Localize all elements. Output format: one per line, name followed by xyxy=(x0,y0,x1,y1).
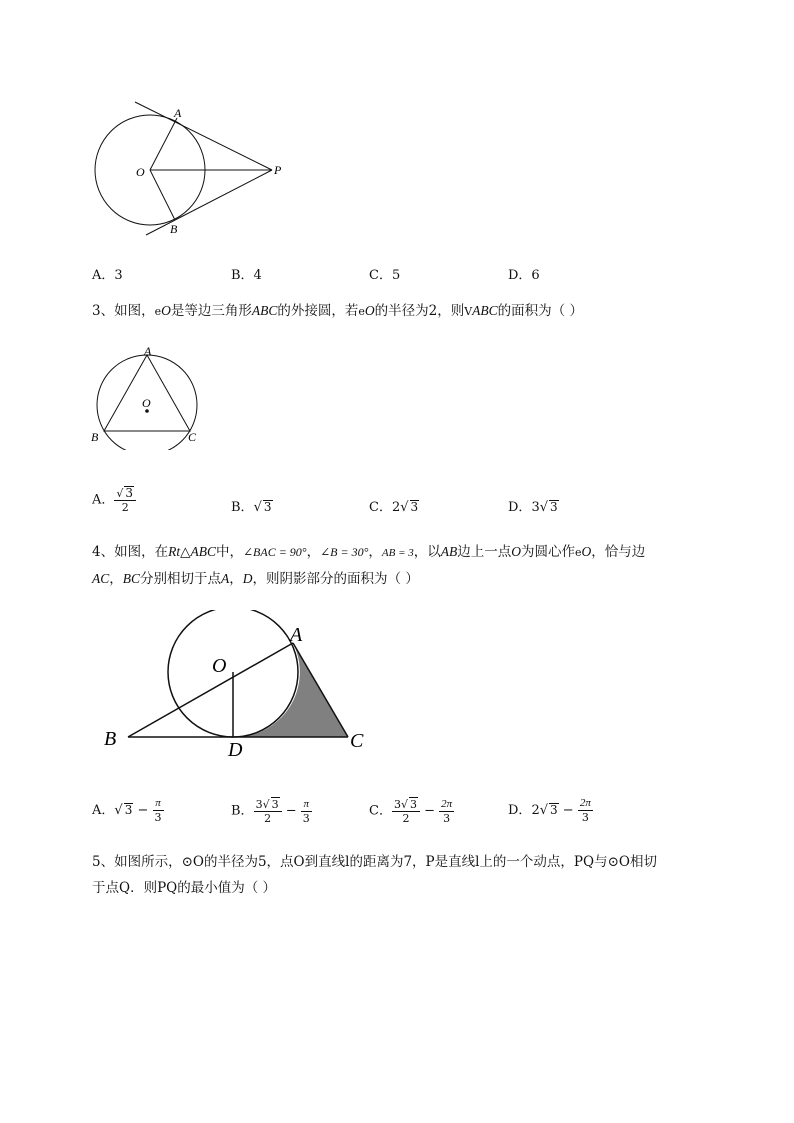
label-c: C xyxy=(188,430,197,444)
q4-ab-side: AB xyxy=(440,544,458,559)
q4-rt-triangle: Rt△ABC xyxy=(168,544,216,559)
q3-circle-symbol: e xyxy=(154,305,162,318)
question-4-stem xyxy=(92,539,742,592)
q2-option-c[interactable]: C．5 xyxy=(369,268,401,283)
q4-option-d-radicand: 3 xyxy=(550,803,558,817)
q4-option-a-fraction: $\frac{\pi}{3}$ xyxy=(154,797,162,824)
q4-option-a-radicand: 3 xyxy=(124,803,133,817)
q4-option-b[interactable]: B． $\frac{3√ 3}{2}$ − $\frac{\pi}{3}$ xyxy=(231,797,310,825)
label-a: A xyxy=(144,345,152,358)
q4-option-a[interactable]: A．√ 3 − $\frac{\pi}{3}$ xyxy=(92,797,162,824)
label-c: C xyxy=(350,730,364,752)
q4-comma-4: ， xyxy=(229,571,243,587)
label-b: B xyxy=(91,430,99,444)
q2-option-a[interactable]: A．3 xyxy=(92,268,123,283)
q3-o: O xyxy=(161,303,171,318)
q4-option-b-prefix: B． xyxy=(231,803,254,819)
q3-option-d-coefficient: 3 xyxy=(531,500,540,515)
q3-option-a-radicand: 3 xyxy=(125,486,134,500)
q4-option-c[interactable]: C． $\frac{3√ 3}{2}$ − $\frac{2\pi}{3}$ xyxy=(369,797,453,825)
q2-option-b[interactable]: B．4 xyxy=(231,268,262,283)
q4-angle-b: ∠B = 30° xyxy=(320,545,369,559)
q4-point-d: D xyxy=(242,571,253,586)
segment-ba xyxy=(128,643,293,737)
figure-right-triangle-circle xyxy=(100,610,380,765)
label-o: O xyxy=(142,396,151,410)
q4-line-1 xyxy=(92,539,742,566)
q4-text-f: ，恰与边 xyxy=(591,544,646,560)
q4-o-2: O xyxy=(581,544,592,559)
tangent-line-pb xyxy=(146,170,272,235)
q2-option-d[interactable]: D．6 xyxy=(508,268,540,283)
q3-option-b[interactable]: B．√ 3 xyxy=(231,500,272,515)
q4-line-2 xyxy=(92,566,742,592)
q3-abc-2: ABC xyxy=(472,303,498,318)
q4-text-c: ，以 xyxy=(413,544,441,560)
q4-text-g: 分别相切于点 xyxy=(140,571,222,587)
label-o: O xyxy=(136,165,145,179)
q4-option-d-prefix: D． xyxy=(508,803,532,818)
q4-comma-1: ， xyxy=(306,544,321,560)
label-d: D xyxy=(228,739,243,761)
q3-circle-symbol-2: e xyxy=(358,305,365,318)
figure-inscribed-triangle xyxy=(88,345,208,450)
q3-option-a[interactable] xyxy=(92,486,136,514)
q3-option-b-radicand: 3 xyxy=(263,500,272,514)
segment-ob xyxy=(150,170,175,220)
q4-option-b-fraction-1: $\frac{3√ 3}{2}$ xyxy=(254,797,282,825)
q3-option-d-prefix: D． xyxy=(508,500,532,515)
q4-option-c-fraction-2: $\frac{2\pi}{3}$ xyxy=(441,797,453,825)
shaded-region xyxy=(233,643,348,737)
q3-option-d-radicand: 3 xyxy=(550,500,558,514)
q3-option-a-denominator: 2 xyxy=(121,501,129,514)
q3-text-2: 是等边三角形 xyxy=(170,303,252,319)
triangle-abc xyxy=(104,355,190,431)
q3-option-b-prefix: B． xyxy=(231,500,254,515)
q4-circle-symbol: e xyxy=(575,546,582,559)
q4-option-c-fraction-1: $\frac{3√ 3}{2}$ xyxy=(392,797,420,825)
q4-text-a: 4、如图，在 xyxy=(92,544,169,560)
label-b: B xyxy=(104,728,117,750)
q4-text-b: 中， xyxy=(215,544,243,560)
q3-o-2: O xyxy=(364,303,375,318)
q3-text-3: 的外接圆，若 xyxy=(277,303,359,319)
q4-text-h: ，则阴影部分的面积为（ ） xyxy=(252,571,419,587)
q3-option-c[interactable]: C．2√ 3 xyxy=(369,500,419,515)
q4-comma-3: ， xyxy=(109,571,123,587)
q3-abc: ABC xyxy=(251,303,278,318)
q4-ac: AC xyxy=(92,571,110,586)
q4-bc: BC xyxy=(122,571,141,586)
q4-point-a: A xyxy=(221,571,230,586)
q4-option-b-fraction-2: $\frac{\pi}{3}$ xyxy=(302,797,310,825)
q4-comma-2: ， xyxy=(368,544,382,560)
label-o: O xyxy=(212,655,227,677)
q4-ab-length: AB = 3 xyxy=(381,547,414,559)
question-3-stem xyxy=(92,298,742,325)
q3-option-a-prefix: A． xyxy=(92,492,115,508)
segment-oa xyxy=(150,118,177,170)
question-5-stem xyxy=(92,849,742,901)
q5-line-1: 5、如图所示，⊙O的半径为5，点O到直线l的距离为7，P是直线l上的一个动点，PQ与⊙O相切 xyxy=(92,854,657,870)
q3-option-d[interactable]: D．3√ 3 xyxy=(508,500,558,515)
q4-text-e: 为圆心作 xyxy=(521,544,576,560)
q4-option-a-prefix: A． xyxy=(92,803,115,818)
q4-option-d[interactable]: D．2√ 3 − $\frac{2\pi}{3}$ xyxy=(508,797,591,824)
q4-option-c-prefix: C． xyxy=(369,803,392,819)
q3-triangle-symbol: V xyxy=(464,305,473,318)
label-a: A xyxy=(290,624,303,646)
q3-text-1: 3、如图， xyxy=(92,303,155,319)
q3-option-a-fraction: $\frac{√ 3}{2}$ xyxy=(114,486,136,514)
q3-text-4: 的半径为2，则 xyxy=(374,303,465,319)
q3-option-c-coefficient: 2 xyxy=(391,500,401,515)
q5-line-2: 于点Q．则PQ的最小值为（ ） xyxy=(92,880,277,896)
label-b: B xyxy=(170,222,178,236)
q4-text-d: 边上一点 xyxy=(457,544,512,560)
q4-o: O xyxy=(511,544,522,559)
q3-text-5: 的面积为（ ） xyxy=(497,303,583,319)
figure-tangents-from-p xyxy=(80,95,300,245)
q3-option-c-prefix: C． xyxy=(369,500,392,515)
label-a: A xyxy=(174,106,182,120)
q4-option-d-fraction: $\frac{2\pi}{3}$ xyxy=(579,797,591,824)
label-p: P xyxy=(274,163,282,177)
q4-angle-bac: ∠BAC = 90° xyxy=(242,545,307,559)
q3-option-c-radicand: 3 xyxy=(410,500,419,514)
